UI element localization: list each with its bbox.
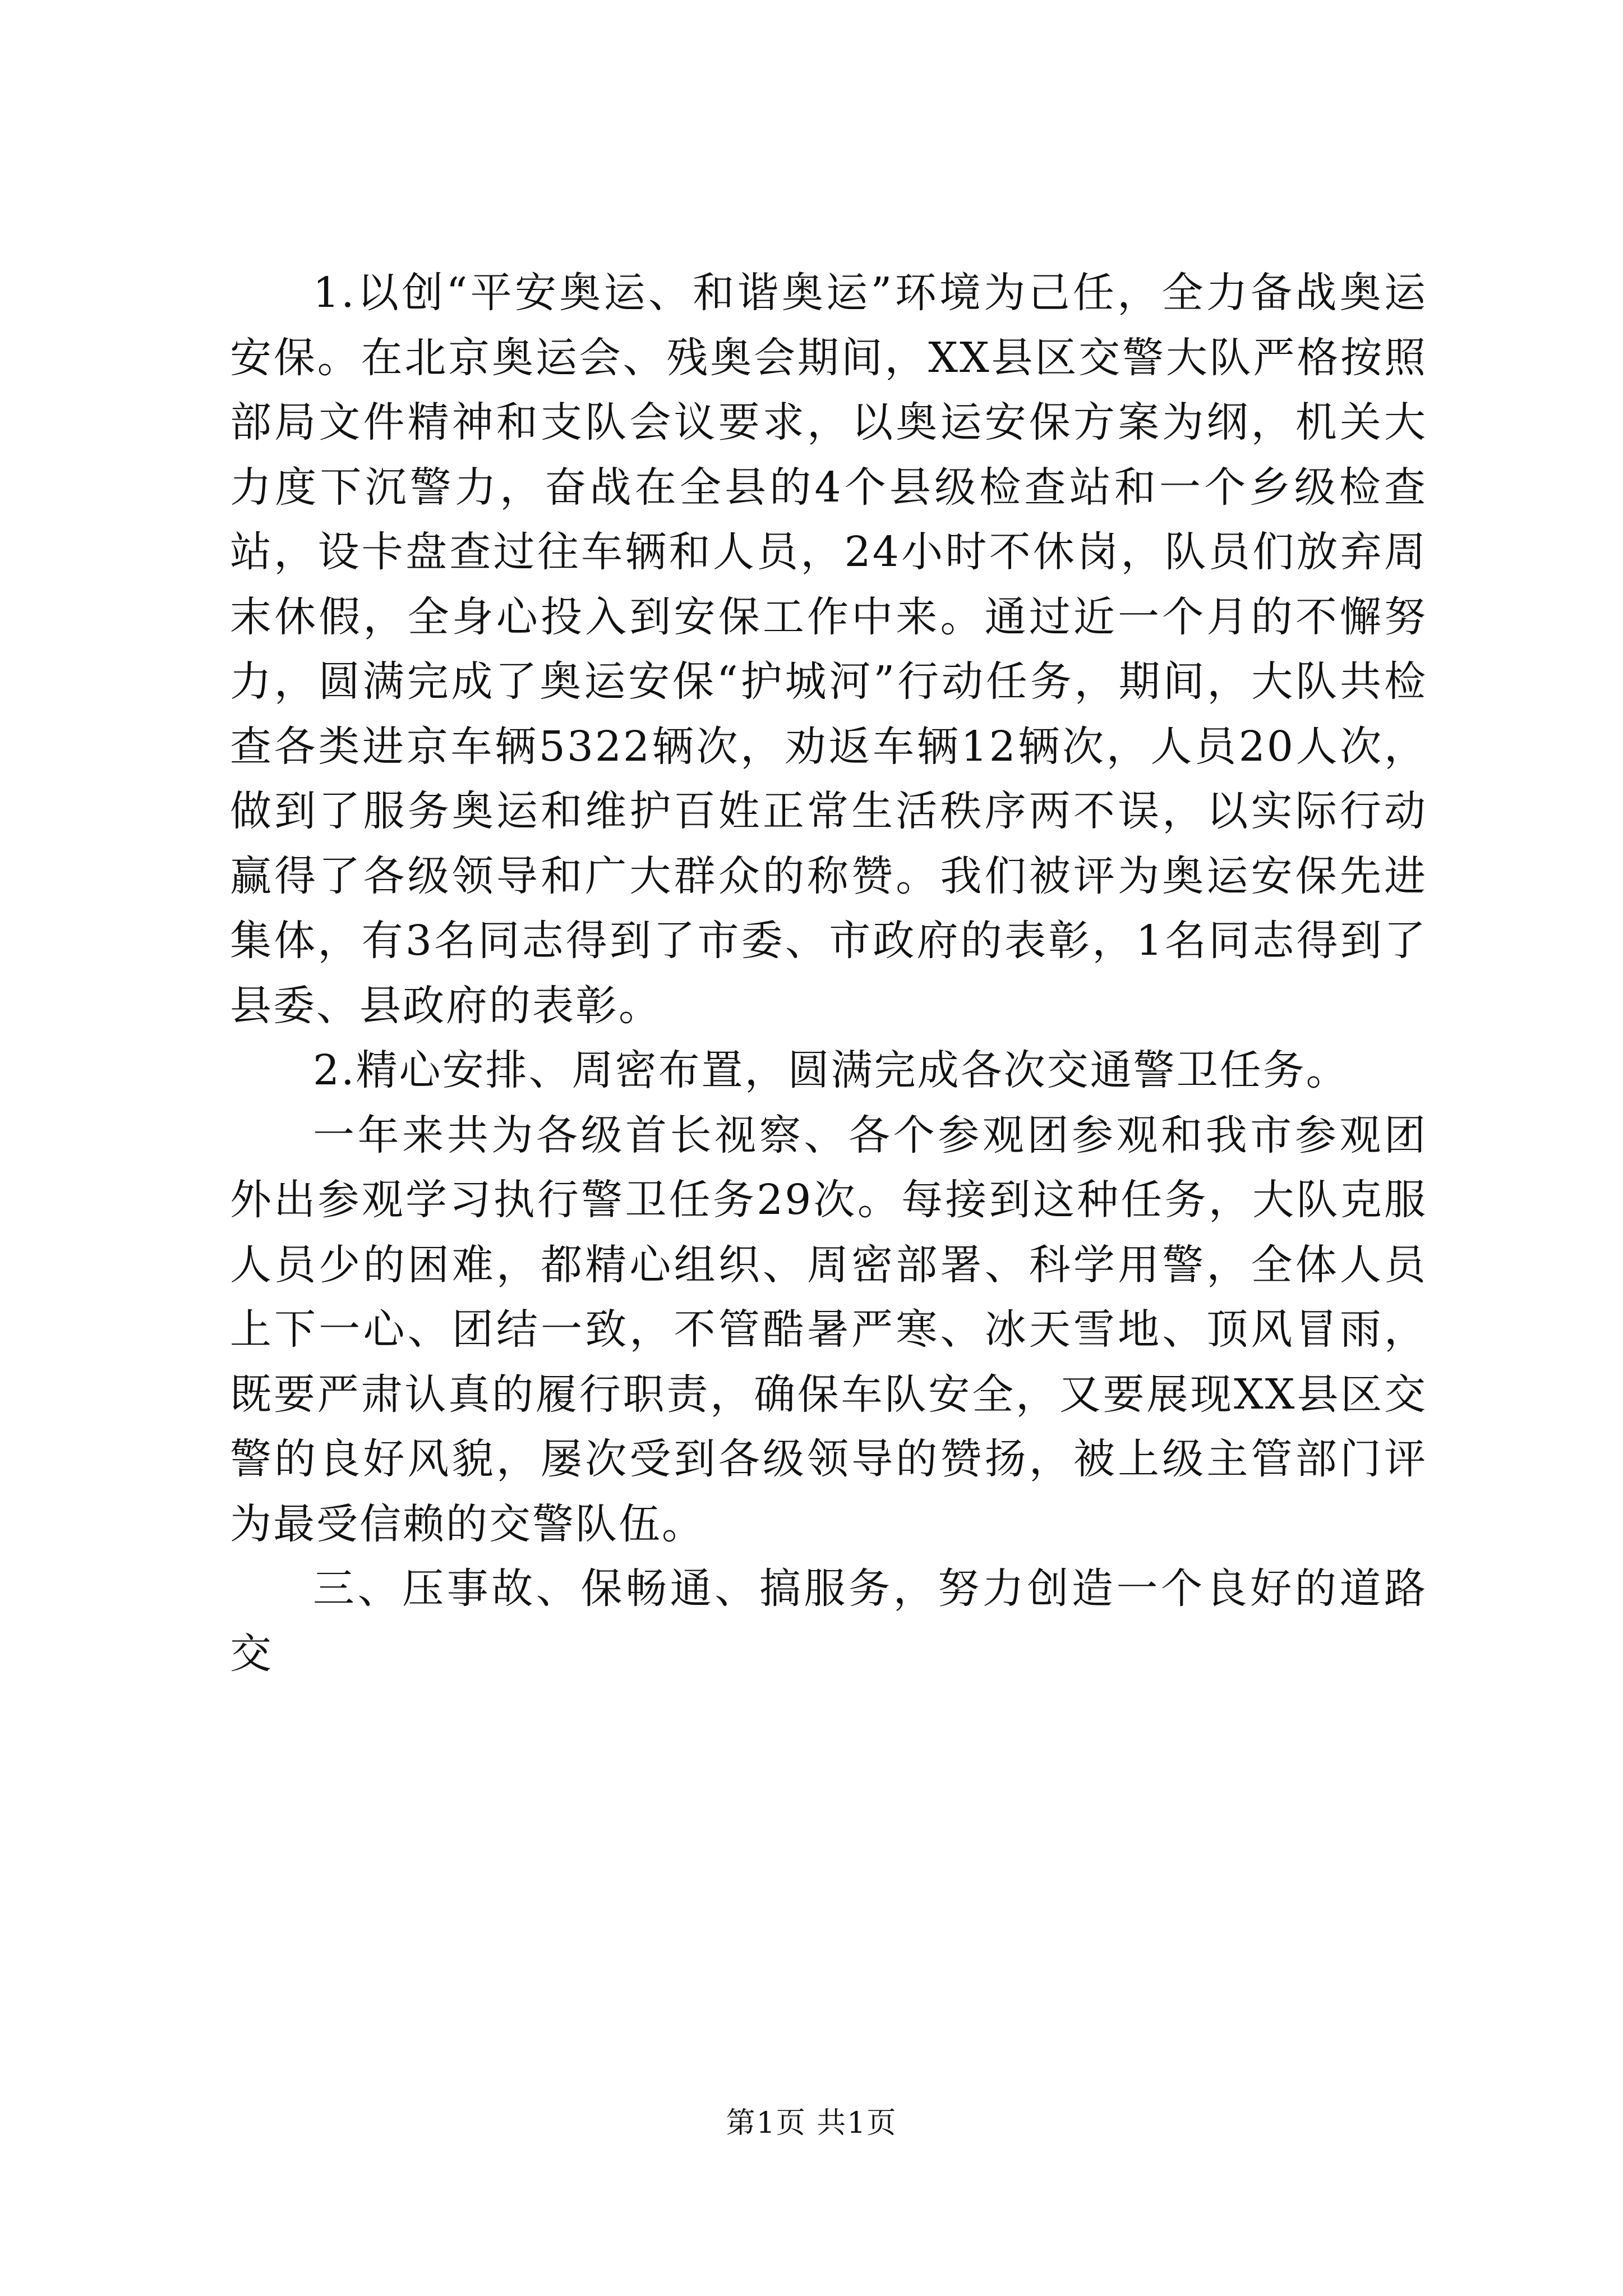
paragraph-olympic-security: 1.以创“平安奥运、和谐奥运”环境为己任，全力备战奥运安保。在北京奥运会、残奥会期间，XX县区交警大队严格按照部局文件精神和支队会议要求，以奥运安保方案为纲，机关大力度下沉警力，奋战在全县的4个县级检查站和一个乡级检查站，设卡盘查过往车辆和人员，24小时不休岗，队员们放弃周末休假，全身心投入到安保工作中来。通过近一个月的不懈努力，圆满完成了奥运安保“护城河”行动任务，期间，大队共检查各类进京车辆5322辆次，劝返车辆12辆次，人员20人次，做到了服务奥运和维护百姓正常生活秩序两不误，以实际行动赢得了各级领导和广大群众的称赞。我们被评为奥运安保先进集体，有3名同志得到了市委、市政府的表彰，1名同志得到了县委、县政府的表彰。 [230,269,1427,1030]
paragraph-escort-heading: 2.精心安排、周密布置，圆满完成各次交通警卫任务。 [313,1046,1349,1094]
document-body [230,261,1427,1686]
paragraph-section-three: 三、压事故、保畅通、搞服务，努力创造一个良好的道路交 [230,1565,1427,1678]
paragraph-escort-details: 一年来共为各级首长视察、各个参观团参观和我市参观团外出参观学习执行警卫任务29次。每接到这种任务，大队克服人员少的困难，都精心组织、周密部署、科学用警，全体人员上下一心、团结一致，不管酷暑严寒、冰天雪地、顶风冒雨，既要严肃认真的履行职责，确保车队安全，又要展现XX县区交警的良好风貌，屡次受到各级领导的赞扬，被上级主管部门评为最受信赖的交警队伍。 [230,1111,1427,1548]
page-footer: 第1页 共1页 [726,2106,897,2140]
